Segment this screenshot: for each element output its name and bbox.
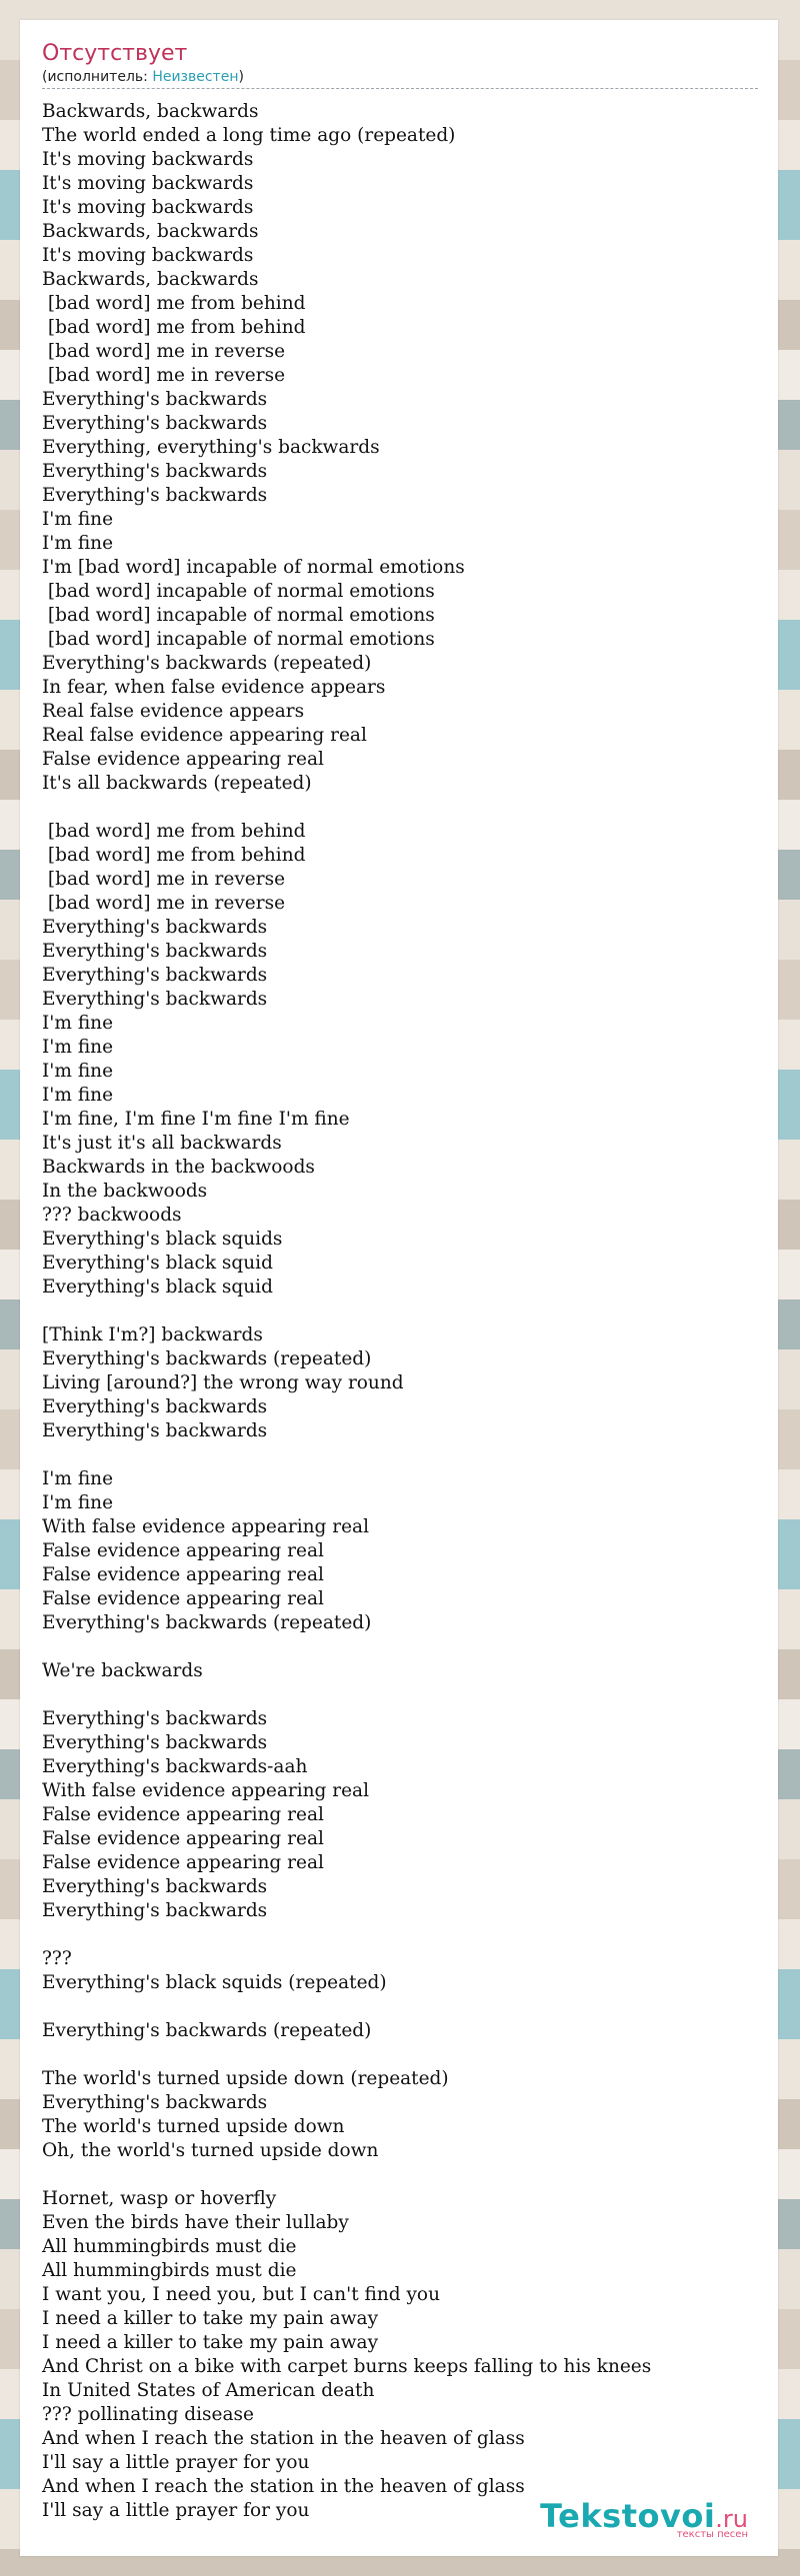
lyric-line: I'm fine: [42, 1492, 114, 1513]
lyric-line: Everything's backwards-aah: [42, 1756, 308, 1777]
lyric-line: [bad word] me in reverse: [42, 365, 286, 386]
lyric-line: I want you, I need you, but I can't find you: [42, 2284, 440, 2305]
site-logo[interactable]: [540, 2497, 748, 2540]
lyric-line: I'm fine: [42, 1037, 114, 1058]
lyric-line: In the backwoods: [42, 1181, 208, 1202]
logo-tagline: тексты песен: [676, 2529, 748, 2540]
lyric-line: The world ended a long time ago (repeated): [42, 125, 456, 146]
lyric-line: I need a killer to take my pain away: [42, 2332, 379, 2353]
lyric-line: Living [around?] the wrong way round: [42, 1372, 404, 1393]
artist-suffix: ): [238, 69, 244, 85]
lyric-line: I'm fine: [42, 1468, 114, 1489]
lyric-line: I'm [bad word] incapable of normal emotions: [42, 557, 465, 578]
lyrics-card: [20, 20, 778, 2556]
lyric-line: In fear, when false evidence appears: [42, 677, 386, 698]
lyric-line: The world's turned upside down: [42, 2116, 345, 2137]
lyric-line: Everything's black squid: [42, 1253, 273, 1274]
lyric-line: Everything's backwards (repeated): [42, 2020, 372, 2041]
lyric-line: [42, 2163, 758, 2187]
lyric-line: [bad word] incapable of normal emotions: [42, 581, 435, 602]
lyric-line: Everything's backwards: [42, 485, 268, 506]
song-header: [42, 40, 758, 86]
lyric-line: [42, 1683, 758, 1707]
lyric-line: Even the birds have their lullaby: [42, 2212, 349, 2233]
lyric-line: [bad word] me from behind: [42, 317, 306, 338]
lyric-line: The world's turned upside down (repeated): [42, 2068, 449, 2089]
lyric-line: I'm fine: [42, 533, 114, 554]
lyric-line: [42, 796, 758, 820]
artist-line: [42, 68, 758, 86]
lyric-line: It's just it's all backwards: [42, 1133, 282, 1154]
lyric-line: And Christ on a bike with carpet burns keeps falling to his knees: [42, 2356, 652, 2377]
lyric-line: False evidence appearing real: [42, 1588, 324, 1609]
lyrics-text: [42, 100, 758, 2523]
lyric-line: And when I reach the station in the heaven of glass: [42, 2476, 525, 2497]
lyric-line: Everything's backwards: [42, 941, 268, 962]
lyric-line: [bad word] me in reverse: [42, 893, 286, 914]
song-title: Отсутствует: [42, 41, 188, 66]
lyric-line: Backwards in the backwoods: [42, 1157, 315, 1178]
lyric-line: [bad word] me from behind: [42, 293, 306, 314]
lyric-line: [42, 1995, 758, 2019]
lyric-line: Hornet, wasp or hoverfly: [42, 2188, 277, 2209]
lyric-line: ??? backwoods: [42, 1205, 182, 1226]
lyric-line: Everything's black squid: [42, 1277, 273, 1297]
lyric-line: I'm fine, I'm fine I'm fine I'm fine: [42, 1109, 350, 1130]
lyric-line: In United States of American death: [42, 2380, 375, 2401]
lyric-line: [Think I'm?] backwards: [42, 1324, 263, 1345]
lyric-line: With false evidence appearing real: [42, 1780, 369, 1801]
lyric-line: False evidence appearing real: [42, 1540, 324, 1561]
lyric-line: With false evidence appearing real: [42, 1516, 369, 1537]
lyric-line: Oh, the world's turned upside down: [42, 2140, 379, 2161]
lyric-line: Everything's backwards (repeated): [42, 1612, 372, 1633]
lyric-line: [bad word] me in reverse: [42, 341, 286, 362]
artist-prefix: (исполнитель:: [42, 69, 153, 85]
lyric-line: It's moving backwards: [42, 173, 254, 194]
lyric-line: Everything's backwards: [42, 1900, 268, 1921]
lyric-line: I'll say a little prayer for you: [42, 2500, 310, 2521]
lyric-line: [42, 1443, 758, 1467]
lyric-line: Backwards, backwards: [42, 221, 259, 242]
lyric-line: All hummingbirds must die: [42, 2236, 297, 2257]
lyric-line: I'll say a little prayer for you: [42, 2452, 310, 2473]
lyric-line: False evidence appearing real: [42, 1564, 324, 1585]
lyric-line: [bad word] me from behind: [42, 845, 306, 866]
lyric-line: [bad word] me from behind: [42, 821, 306, 842]
lyric-line: All hummingbirds must die: [42, 2260, 297, 2281]
lyric-line: Everything's backwards (repeated): [42, 1348, 372, 1369]
lyric-line: Everything's backwards: [42, 917, 268, 938]
lyric-line: Everything's backwards: [42, 389, 268, 410]
lyric-line: False evidence appearing real: [42, 1828, 324, 1849]
lyric-line: Everything, everything's backwards: [42, 437, 380, 458]
lyric-line: [bad word] me in reverse: [42, 869, 286, 890]
lyric-line: Everything's backwards: [42, 2092, 268, 2113]
logo-tld: .ru: [715, 2505, 748, 2533]
lyric-line: I'm fine: [42, 1013, 114, 1034]
lyric-line: Everything's backwards: [42, 1708, 268, 1729]
artist-link[interactable]: Неизвестен: [152, 69, 239, 85]
lyric-line: Backwards, backwards: [42, 101, 259, 122]
lyric-line: [42, 1635, 758, 1659]
lyric-line: And when I reach the station in the heaven of glass: [42, 2428, 525, 2449]
lyric-line: I'm fine: [42, 1061, 114, 1082]
lyric-line: False evidence appearing real: [42, 1804, 324, 1825]
lyric-line: ??? pollinating disease: [42, 2404, 254, 2425]
lyric-line: [bad word] incapable of normal emotions: [42, 629, 435, 650]
lyric-line: Everything's backwards (repeated): [42, 653, 372, 674]
lyric-line: Real false evidence appears: [42, 701, 305, 722]
lyric-line: Everything's backwards: [42, 461, 268, 482]
lyric-line: Real false evidence appearing real: [42, 725, 367, 746]
lyric-line: Everything's backwards: [42, 1396, 268, 1417]
lyric-line: Everything's backwards: [42, 413, 268, 434]
lyric-line: It's moving backwards: [42, 197, 254, 218]
lyric-line: [bad word] incapable of normal emotions: [42, 605, 435, 626]
lyric-line: Everything's backwards: [42, 1420, 268, 1441]
lyric-line: [42, 2043, 758, 2067]
header-divider: [42, 88, 758, 89]
lyric-line: Everything's backwards: [42, 965, 268, 986]
lyric-line: It's moving backwards: [42, 149, 254, 170]
lyric-line: Everything's backwards: [42, 1732, 268, 1753]
lyric-line: Everything's backwards: [42, 989, 268, 1010]
lyric-line: Backwards, backwards: [42, 269, 259, 290]
lyric-line: I'm fine: [42, 1085, 114, 1106]
lyric-line: False evidence appearing real: [42, 749, 324, 770]
lyric-line: Everything's black squids (repeated): [42, 1972, 387, 1993]
lyric-line: [42, 1299, 758, 1323]
lyric-line: Everything's black squids: [42, 1229, 283, 1250]
lyric-line: I'm fine: [42, 509, 114, 530]
lyric-line: I need a killer to take my pain away: [42, 2308, 379, 2329]
lyric-line: ???: [42, 1948, 72, 1969]
lyric-line: [42, 1923, 758, 1947]
lyric-line: We're backwards: [42, 1660, 203, 1681]
logo-name: Tekstovoi: [540, 2497, 716, 2535]
lyric-line: Everything's backwards: [42, 1876, 268, 1897]
lyric-line: It's all backwards (repeated): [42, 773, 312, 794]
lyric-line: It's moving backwards: [42, 245, 254, 266]
lyric-line: False evidence appearing real: [42, 1852, 324, 1873]
